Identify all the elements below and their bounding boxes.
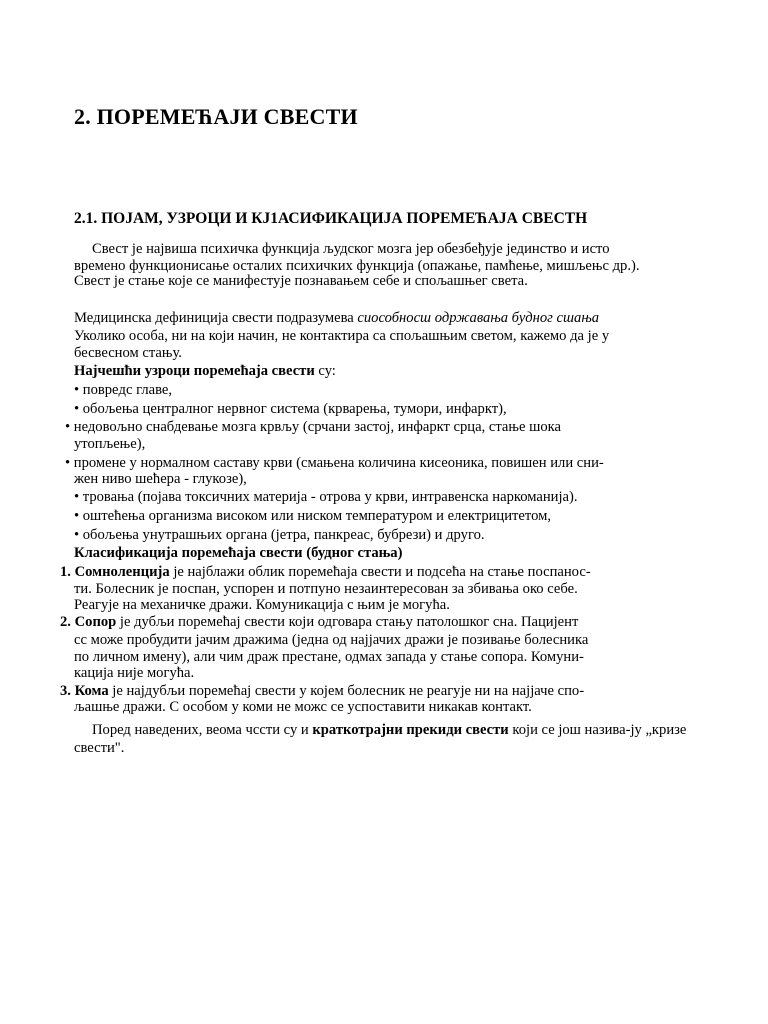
intro-line: Свест је стање које се манифестује познавањем себе и спољашњег света. [74, 273, 528, 289]
item-line: кација није могућа. [74, 665, 195, 681]
item-number: 2. [60, 614, 71, 630]
list-item: • оштећења организма високом или ниском температуром и електрицитетом, [74, 508, 551, 524]
closing-bold: краткотрајни прекиди свести [312, 722, 509, 738]
causes-heading-bold: Најчешћи узроци поремећаја свести [74, 363, 315, 379]
list-item: • промене у нормалном саставу крви (смањена количина кисеоника, повишен или сни- [65, 455, 604, 471]
item-line: љашње дражи. С особом у коми не можс се успоставити никакав контакт. [74, 699, 532, 715]
causes-heading-rest: су: [314, 363, 336, 379]
closing-line: свести". [74, 740, 125, 756]
intro-line: временo функционисање осталих психичких функција (опажање, памћење, мишљењс др.). [74, 258, 640, 274]
item-line: Реагује на механичке дражи. Комуникација с њим је могућа. [74, 597, 450, 613]
list-item: • обољења унутрашњих органа (јетра, панкреас, бубрези) и друго. [74, 527, 485, 543]
definition-lead: Медицинска дефиниција свести подразумева [74, 310, 358, 326]
item-line: ти. Болесник је поспан, успорен и потпуно незаинтересован за збивања око себе. [74, 581, 578, 597]
item-text: је најблажи облик поремећаја свести и подсећа на стање поспанос- [169, 564, 591, 580]
list-item-continuation: жен ниво шећера - глукозе), [74, 471, 247, 487]
item-text: је дубљи поремећај свести који одговара стању патолошког сна. Пацијент [116, 614, 579, 630]
list-item-continuation: утопљење), [74, 436, 146, 452]
classification-item [60, 564, 591, 581]
definition-italic: сиособносш одржавања будног сшања [357, 310, 600, 326]
classification-heading: Класификација поремећаја свести (будног стања) [74, 545, 403, 561]
closing-rest: који се још назива-ју „кризе [508, 722, 687, 738]
closing-line [92, 722, 686, 739]
causes-heading [74, 363, 336, 380]
definition-line: Уколико особа, ни на који начин, не контактира са спољашњим светом, кажемо да је у [74, 328, 610, 344]
list-item: • поврeдс главе, [74, 382, 173, 398]
list-item: • недовољно снабдевање мозга крвљу (срчани застој, инфаркт срца, стање шока [65, 419, 561, 435]
item-line: сс може пробудити јачим дражима (једна од најјачих дражи је позивање болесника [74, 632, 589, 648]
item-term: Сопор [74, 614, 117, 630]
intro-line: Свест је највиша психичка функција људског мозга јер обезбеђује јединство и исто [92, 241, 610, 257]
closing-lead: Поред наведених, веома чссти су и [92, 722, 313, 738]
section-title: 2.1. ПОЈАМ, УЗРОЦИ И КЈ1АСИФИКАЦИЈА ПОРЕМЕЋАЈА СВЕСТН [74, 210, 588, 227]
item-text: је најдубљи поремећај свести у којем болесник не реагује ни на најјаче спо- [108, 683, 585, 699]
item-number: 1. [60, 564, 71, 580]
classification-item [60, 614, 578, 631]
definition-line [74, 310, 599, 327]
item-term: Сомноленција [74, 564, 170, 580]
list-item: • обољења централног нервног система (крварења, тумори, инфаркт), [74, 401, 507, 417]
item-number: 3. [60, 683, 71, 699]
classification-item [60, 683, 584, 700]
list-item: • тровања (појава токсичних материја - отрова у крви, интравенска наркоманија). [74, 489, 578, 505]
chapter-title: 2. ПОРЕМЕЋАЈИ СВЕСТИ [74, 104, 358, 129]
item-line: по личном имену), али чим драж престане, одмах запада у стање сопора. Комуни- [74, 649, 584, 665]
item-term: Кома [74, 683, 109, 699]
definition-line: бесвесном стању. [74, 345, 182, 361]
